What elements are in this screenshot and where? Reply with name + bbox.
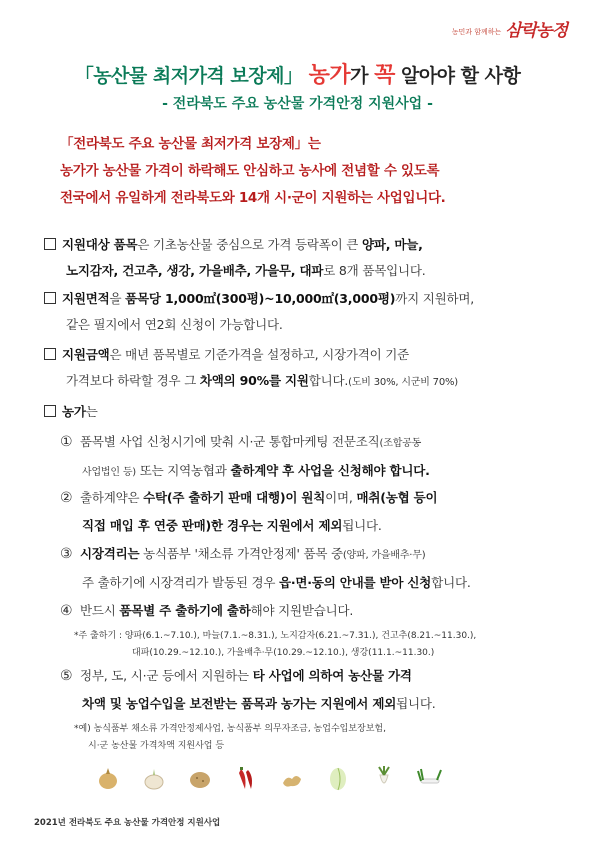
item-farmers xyxy=(44,399,564,425)
sub-bold: 시장격리는 xyxy=(80,546,140,561)
sub-text: 주 출하기에 시장격리가 발동된 경우 xyxy=(82,575,279,590)
item-text: 는 xyxy=(85,404,98,419)
item-label: 지원대상 품목 xyxy=(62,237,138,252)
number-marker: ④ xyxy=(60,603,73,619)
sub-text: 또는 지역농협과 xyxy=(135,463,231,478)
note-line: *예) 농식품부 채소류 가격안정제사업, 농식품부 의무자조금, 농업수입보장보험, xyxy=(74,724,386,734)
item-amount xyxy=(44,342,564,396)
item-bold: 양파, 마늘, xyxy=(361,237,423,252)
sub-bold: 직접 매입 후 연중 판매)한 경우는 지원에서 제외 xyxy=(82,518,343,533)
item-text: 가격보다 하락할 경우 그 xyxy=(66,373,200,388)
sub-bold: 매취(농협 등이 xyxy=(356,490,438,505)
item-text: 은 매년 품목별로 기준가격을 설정하고, 시장가격이 기준 xyxy=(109,347,410,362)
title-emphasis-must: 꼭 xyxy=(374,63,395,88)
sub-text: 정부, 도, 시·군 등에서 지원하는 xyxy=(80,668,253,683)
intro-line: 농가가 농산물 가격이 하락해도 안심하고 농사에 전념할 수 있도록 xyxy=(60,163,440,179)
intro-paragraph xyxy=(60,131,550,212)
page-title xyxy=(0,58,595,89)
checkbox-icon xyxy=(44,292,56,304)
sub-text: 반드시 xyxy=(80,603,120,618)
checkbox-icon xyxy=(44,405,56,417)
green-onion-icon xyxy=(417,765,443,791)
sub-item-2 xyxy=(60,484,570,539)
item-text: 합니다. xyxy=(308,373,349,388)
sub-bold: 출하계약 후 사업을 신청해야 합니다. xyxy=(230,463,430,478)
logo xyxy=(452,16,567,41)
onion-icon xyxy=(95,765,121,791)
item-label: 지원금액 xyxy=(62,347,110,362)
item-bold: 노지감자, 건고추, 생강, 가을배추, 가을무, 대파 xyxy=(66,263,324,278)
potato-icon xyxy=(187,765,213,791)
number-marker: ⑤ xyxy=(60,668,73,684)
sub-text: 해야 지원받습니다. xyxy=(250,603,354,618)
number-marker: ③ xyxy=(60,546,73,562)
red-pepper-icon xyxy=(233,765,259,791)
item-small: (도비 30%, 시군비 70%) xyxy=(348,377,459,388)
sub-bold: 수탁(주 출하기 판매 대행)이 원칙 xyxy=(143,490,326,505)
sub-item-3 xyxy=(60,540,570,596)
sub-text: 합니다. xyxy=(431,575,471,590)
vegetable-illustrations xyxy=(95,765,443,791)
checkbox-icon xyxy=(44,238,56,250)
item-text: 을 xyxy=(109,291,126,306)
number-marker: ② xyxy=(60,490,73,506)
note-line: *주 출하기 : 양파(6.1.~7.10.), 마늘(7.1.~8.31.), 노지감자(6.21.~7.31.), 건고추(8.21.~11.30.), xyxy=(74,631,477,641)
page-subtitle: - 전라북도 주요 농산물 가격안정 지원사업 - xyxy=(162,96,433,112)
radish-icon xyxy=(371,765,397,791)
sub-text: 품목별 사업 신청시기에 맞춰 시·군 통합마케팅 전문조직 xyxy=(80,434,380,449)
sub-item-1 xyxy=(60,428,570,486)
item-label: 농가 xyxy=(62,404,86,419)
sub-small: (양파, 가을배추·무) xyxy=(342,550,426,561)
sub-item-5 xyxy=(60,662,570,717)
footer: 2021년 전라북도 주요 농산물 가격안정 지원사업 xyxy=(34,818,221,828)
sub-bold: 품목별 주 출하기에 출하 xyxy=(119,603,251,618)
item-text: 로 8개 품목입니다. xyxy=(323,263,426,278)
sub-small: (조합공동 xyxy=(379,438,422,449)
sub-text: 농식품부 '채소류 가격안정제' 품목 중 xyxy=(139,546,343,561)
cabbage-icon xyxy=(325,765,351,791)
sub-bold: 차액 및 농업수입을 보전받는 품목과 농가는 지원에서 제외 xyxy=(82,696,397,711)
ginger-icon xyxy=(279,765,305,791)
item-bold: 차액의 90%를 지원 xyxy=(199,373,309,388)
title-emphasis-farmer: 농가 xyxy=(308,63,351,88)
sub-small: 사업법인 등) xyxy=(82,467,136,478)
note-line: 대파(10.29.~12.10.), 가을배추·무(10.29.~12.10.), 생강(11.1.~11.30.) xyxy=(132,648,435,658)
item-area xyxy=(44,286,564,338)
logo-tagline: 농민과 함께하는 xyxy=(451,28,502,36)
example-note xyxy=(74,721,574,755)
item-text: 같은 필지에서 연2회 신청이 가능합니다. xyxy=(66,317,283,332)
sub-text: 이며, xyxy=(325,490,357,505)
number-marker: ① xyxy=(60,434,73,450)
checkbox-icon xyxy=(44,348,56,360)
garlic-icon xyxy=(141,765,167,791)
sub-text: 됩니다. xyxy=(396,696,436,711)
title-part: 가 xyxy=(350,65,375,87)
harvest-period-note xyxy=(74,628,574,662)
title-block xyxy=(0,58,595,113)
intro-line: 전국에서 유일하게 전라북도와 14개 시·군이 지원하는 사업입니다. xyxy=(60,190,446,206)
title-part: 「농산물 최저가격 보장제」 xyxy=(74,65,309,87)
note-line: 시·군 농산물 가격차액 지원사업 등 xyxy=(88,741,225,751)
item-text: 까지 지원하며, xyxy=(395,291,475,306)
sub-text: 됩니다. xyxy=(342,518,382,533)
sub-bold: 읍·면·동의 안내를 받아 신청 xyxy=(279,575,432,590)
sub-text: 출하계약은 xyxy=(80,490,144,505)
item-bold: 품목당 1,000㎡(300평)~10,000㎡(3,000평) xyxy=(125,291,396,306)
sub-bold: 타 사업에 의하여 농산물 가격 xyxy=(252,668,412,683)
sub-item-4 xyxy=(60,597,570,625)
intro-line: 「전라북도 주요 농산물 최저가격 보장제」는 xyxy=(60,136,321,152)
title-part: 알아야 할 사항 xyxy=(394,65,521,87)
item-text: 은 기초농산물 중심으로 가격 등락폭이 큰 xyxy=(137,237,362,252)
item-target-crops xyxy=(44,232,564,284)
item-label: 지원면적 xyxy=(62,291,110,306)
logo-name: 삼락농정 xyxy=(505,21,567,41)
